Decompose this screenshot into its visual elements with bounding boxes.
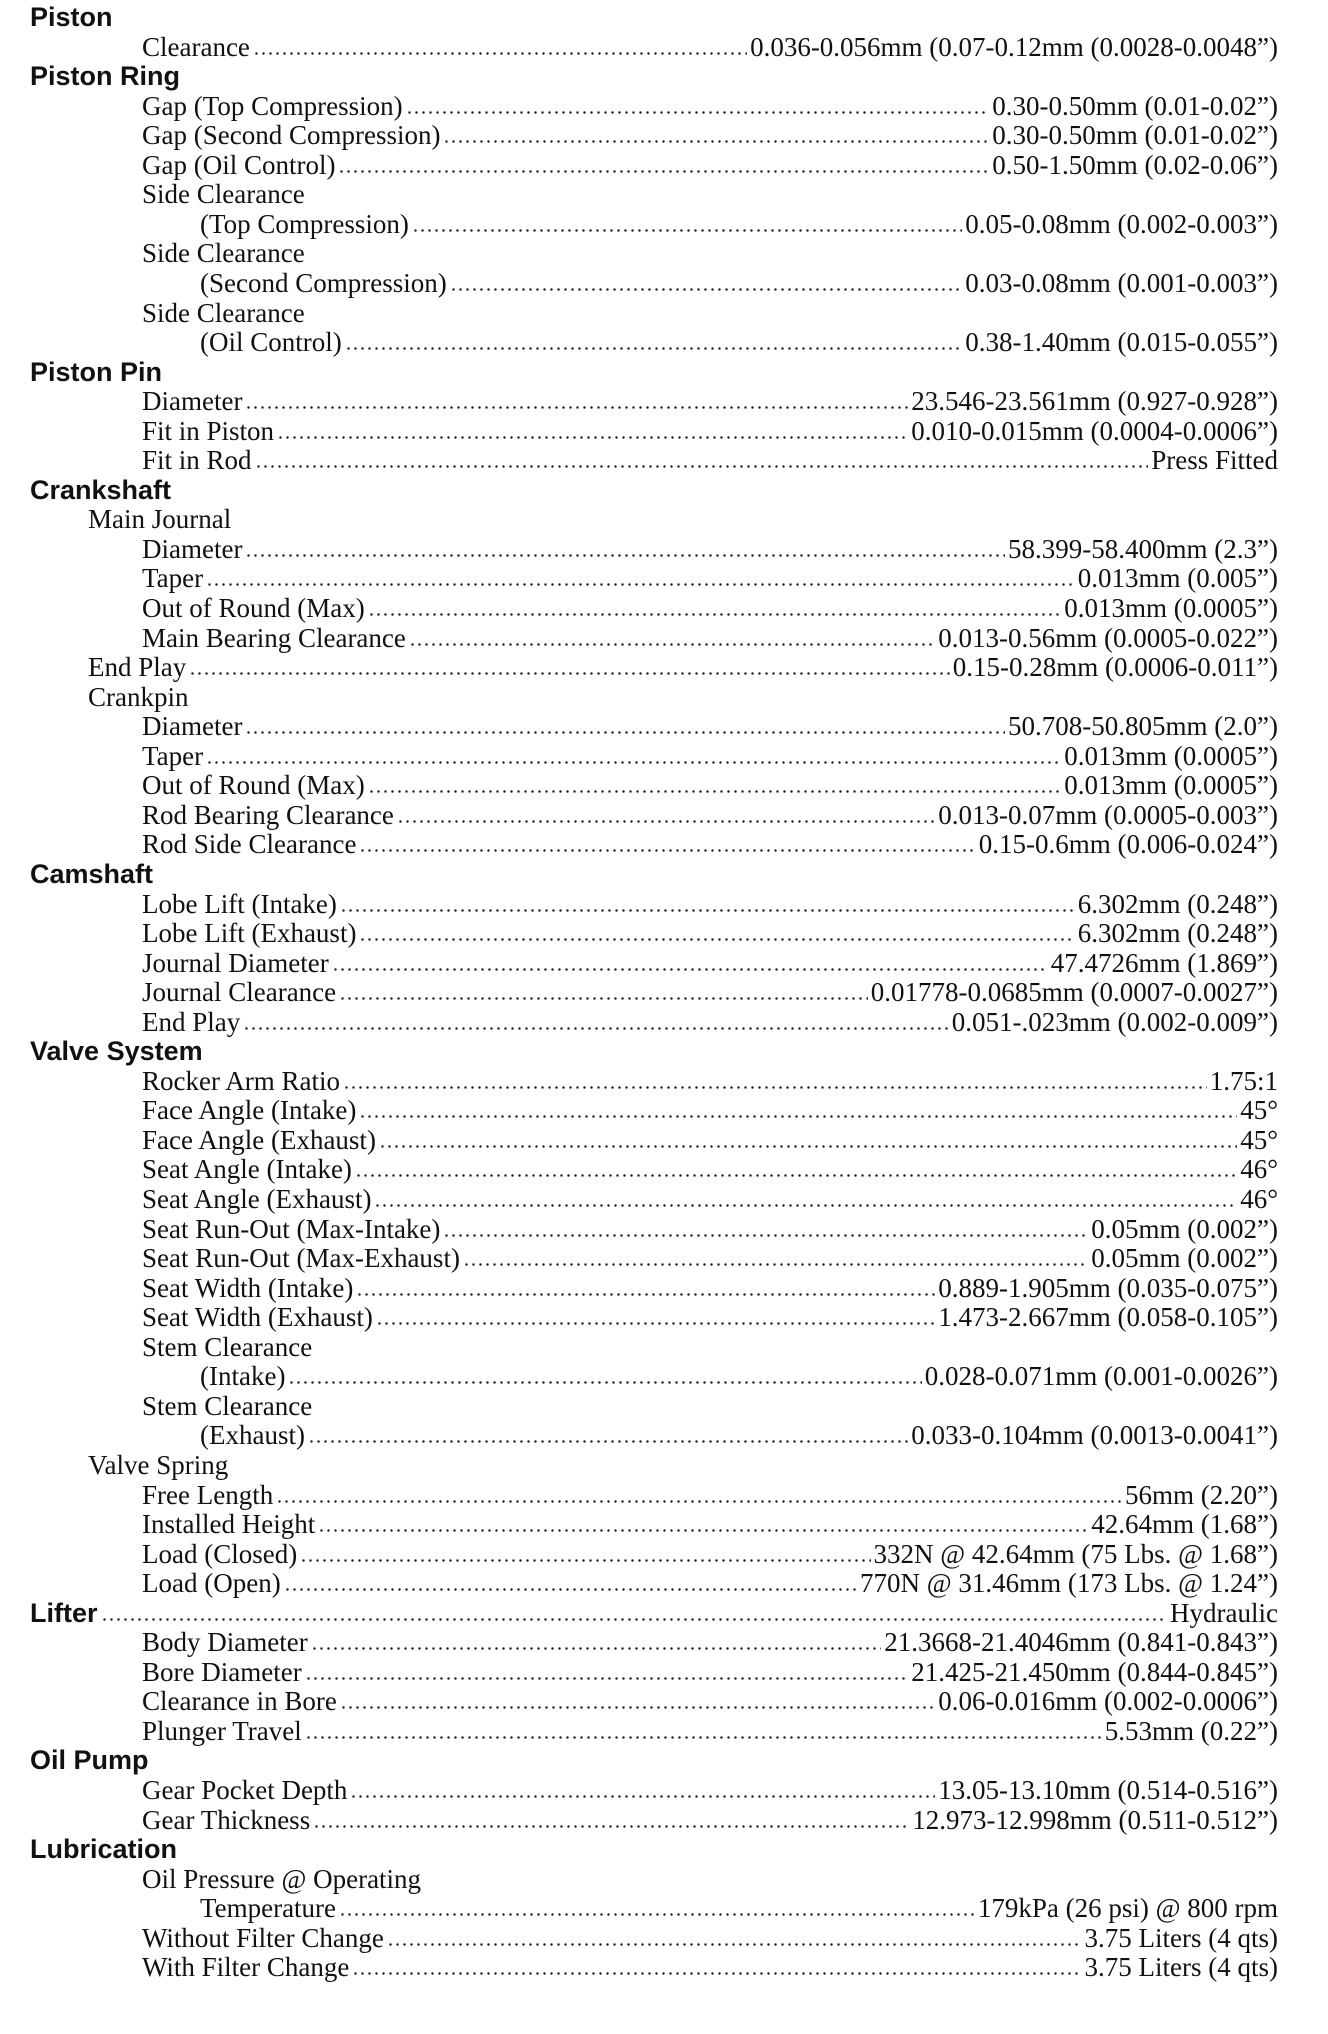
dot-leader: [253, 52, 747, 55]
spec-label: Lobe Lift (Intake): [142, 888, 337, 919]
spec-label: Face Angle (Exhaust): [142, 1124, 376, 1155]
spec-value: 47.4726mm (1.869”): [1050, 947, 1278, 978]
dot-leader: [284, 1588, 857, 1591]
spec-label: Taper: [142, 563, 204, 594]
spec-label: Without Filter Change: [142, 1922, 384, 1953]
spec-row: [200, 1893, 1278, 1923]
section-heading-lubrication: Lubrication: [30, 1834, 177, 1865]
spec-row: [142, 1686, 1278, 1716]
spec-row: [142, 1805, 1278, 1835]
spec-row: [142, 1539, 1278, 1569]
spec-row: [200, 268, 1278, 298]
spec-value: 0.05-0.08mm (0.002-0.003”): [965, 208, 1278, 239]
spec-value: 0.50-1.50mm (0.02-0.06”): [992, 149, 1278, 180]
spec-row: [142, 1007, 1278, 1037]
spec-label: Diameter: [142, 533, 243, 564]
spec-label: Seat Run-Out (Max-Exhaust): [142, 1243, 460, 1274]
spec-value: 0.013mm (0.0005”): [1064, 593, 1278, 623]
spec-row: [142, 1066, 1278, 1096]
spec-value: 3.75 Liters (4 qts): [1084, 1952, 1278, 1983]
spec-label: Rod Side Clearance: [142, 829, 357, 860]
spec-label: Gap (Top Compression): [142, 90, 403, 121]
subheading-stem-clearance: Stem Clearance: [142, 1331, 313, 1362]
spec-value: 0.30-0.50mm (0.01-0.02”): [992, 120, 1278, 151]
spec-value: 23.546-23.561mm (0.927-0.928”): [911, 386, 1278, 417]
dot-leader: [338, 170, 989, 173]
spec-value: 0.010-0.015mm (0.0004-0.0006”): [911, 415, 1278, 446]
spec-label: Out of Round (Max): [142, 770, 365, 801]
dot-leader: [343, 1086, 1207, 1089]
dot-leader: [255, 465, 1149, 468]
spec-value: 0.01778-0.0685mm (0.0007-0.0027”): [870, 977, 1278, 1008]
subheading-stem-clearance: Stem Clearance: [142, 1390, 313, 1421]
spec-value: 45°: [1240, 1095, 1278, 1126]
spec-value: 770N @ 31.46mm (173 Lbs. @ 1.24”): [860, 1568, 1278, 1599]
dot-leader: [359, 938, 1074, 941]
spec-label: Gap (Oil Control): [142, 149, 336, 180]
spec-value: Hydraulic: [1170, 1597, 1278, 1628]
dot-leader: [305, 1677, 909, 1680]
spec-value: 46°: [1240, 1184, 1278, 1214]
spec-row: [142, 1657, 1278, 1687]
dot-leader: [406, 111, 990, 114]
dot-leader: [345, 347, 963, 350]
spec-value: 1.75:1: [1209, 1065, 1278, 1096]
spec-value: 0.30-0.50mm (0.01-0.02”): [992, 90, 1278, 121]
spec-label: Taper: [142, 740, 204, 771]
dot-leader: [311, 1647, 882, 1650]
dot-leader: [356, 1293, 935, 1296]
dot-leader: [206, 583, 1075, 586]
dot-leader: [288, 1381, 921, 1384]
spec-value: 0.028-0.071mm (0.001-0.0026”): [924, 1361, 1278, 1392]
spec-row: [142, 445, 1278, 475]
spec-row: [200, 1361, 1278, 1391]
spec-label: Plunger Travel: [142, 1715, 302, 1746]
dot-leader: [376, 1322, 935, 1325]
spec-label: Gear Pocket Depth: [142, 1775, 348, 1805]
spec-row: [142, 386, 1278, 416]
spec-row: [142, 1273, 1278, 1303]
spec-label: (Exhaust): [200, 1420, 305, 1451]
spec-row: [142, 593, 1278, 623]
spec-row: [88, 652, 1278, 682]
spec-row: [142, 1952, 1278, 1982]
dot-leader: [332, 968, 1048, 971]
subheading-valve-spring: Valve Spring: [88, 1449, 229, 1480]
spec-value: 0.036-0.056mm (0.07-0.12mm (0.0028-0.0048”): [750, 31, 1278, 62]
spec-row: [142, 1154, 1278, 1184]
spec-label: Journal Clearance: [142, 977, 337, 1008]
dot-leader: [387, 1943, 1082, 1946]
spec-value: 21.425-21.450mm (0.844-0.845”): [911, 1656, 1278, 1687]
dot-leader: [443, 1234, 1088, 1237]
spec-value: 5.53mm (0.22”): [1104, 1715, 1278, 1746]
spec-value: 0.06-0.016mm (0.002-0.0006”): [938, 1686, 1278, 1717]
spec-row: [142, 1125, 1278, 1155]
spec-row: [142, 150, 1278, 180]
spec-row: [142, 534, 1278, 564]
dot-leader: [359, 849, 975, 852]
spec-label: Fit in Rod: [142, 445, 252, 476]
spec-value: 179kPa (26 psi) @ 800 rpm: [977, 1893, 1278, 1924]
dot-leader: [300, 1559, 870, 1562]
spec-label: Lobe Lift (Exhaust): [142, 918, 357, 949]
spec-label: Main Bearing Clearance: [142, 622, 406, 653]
spec-value: 0.013mm (0.0005”): [1064, 740, 1278, 771]
spec-label: Journal Diameter: [142, 947, 329, 978]
spec-row: [142, 711, 1278, 741]
spec-label: (Second Compression): [200, 267, 447, 298]
spec-value: 1.473-2.667mm (0.058-0.105”): [938, 1302, 1278, 1333]
subheading-main-journal: Main Journal: [88, 504, 232, 535]
spec-label: Rocker Arm Ratio: [142, 1065, 340, 1096]
dot-leader: [368, 613, 1062, 616]
subheading-crankpin: Crankpin: [88, 681, 189, 712]
dot-leader: [340, 909, 1075, 912]
spec-label: End Play: [142, 1006, 241, 1037]
spec-row: [142, 1568, 1278, 1598]
section-heading-valve-system: Valve System: [30, 1036, 203, 1067]
spec-row: [142, 1184, 1278, 1214]
spec-value: Press Fitted: [1151, 445, 1278, 476]
dot-leader: [397, 820, 935, 823]
dot-leader: [350, 1795, 935, 1798]
dot-leader: [412, 229, 962, 232]
spec-label: Diameter: [142, 711, 243, 742]
spec-label: End Play: [88, 652, 187, 683]
spec-row: [142, 91, 1278, 121]
spec-label: Rod Bearing Clearance: [142, 799, 394, 830]
spec-label: Gear Thickness: [142, 1804, 311, 1835]
spec-value: 46°: [1240, 1154, 1278, 1185]
subheading-side-clearance: Side Clearance: [142, 179, 305, 210]
dot-leader: [276, 1500, 1122, 1503]
spec-value: 50.708-50.805mm (2.0”): [1008, 711, 1278, 742]
dot-leader: [374, 1204, 1237, 1207]
section-heading-lifter: [30, 1598, 1278, 1628]
dot-leader: [355, 1174, 1237, 1177]
spec-row: [142, 918, 1278, 948]
spec-row: [142, 977, 1278, 1007]
dot-leader: [379, 1145, 1237, 1148]
section-heading-crankshaft: Crankshaft: [30, 474, 172, 505]
spec-label: Load (Open): [142, 1568, 281, 1599]
spec-label: Body Diameter: [142, 1627, 308, 1658]
spec-label: Clearance in Bore: [142, 1686, 337, 1717]
dot-leader: [245, 406, 908, 409]
spec-value: 12.973-12.998mm (0.511-0.512”): [912, 1804, 1278, 1835]
spec-row: [142, 1302, 1278, 1332]
spec-row: [142, 1775, 1278, 1805]
subheading-oil-pressure-operating: Oil Pressure @ Operating: [142, 1863, 422, 1894]
spec-label: (Oil Control): [200, 327, 342, 358]
spec-value: 332N @ 42.64mm (75 Lbs. @ 1.68”): [873, 1538, 1278, 1569]
spec-value: 3.75 Liters (4 qts): [1084, 1922, 1278, 1953]
section-heading-camshaft: Camshaft: [30, 858, 154, 889]
spec-label: Seat Width (Intake): [142, 1272, 354, 1303]
spec-value: 0.05mm (0.002”): [1091, 1213, 1278, 1244]
dot-leader: [339, 997, 868, 1000]
spec-label: Bore Diameter: [142, 1656, 302, 1687]
dot-leader: [189, 672, 950, 675]
spec-label: Gap (Second Compression): [142, 120, 441, 151]
spec-row: [142, 1243, 1278, 1273]
dot-leader: [409, 643, 935, 646]
spec-row: [142, 32, 1278, 62]
spec-label: Diameter: [142, 386, 243, 417]
spec-row: [142, 889, 1278, 919]
spec-row: [142, 770, 1278, 800]
dot-leader: [359, 1115, 1237, 1118]
spec-row: [142, 948, 1278, 978]
spec-value: 0.051-.023mm (0.002-0.009”): [951, 1006, 1278, 1037]
dot-leader: [463, 1263, 1088, 1266]
spec-label: Load (Closed): [142, 1538, 298, 1569]
dot-leader: [243, 1027, 949, 1030]
section-heading-oil-pump: Oil Pump: [30, 1745, 149, 1776]
dot-leader: [245, 554, 1005, 557]
spec-row: [200, 1420, 1278, 1450]
spec-row: [142, 120, 1278, 150]
dot-leader: [339, 1913, 975, 1916]
spec-row: [200, 327, 1278, 357]
spec-label: Seat Angle (Exhaust): [142, 1184, 372, 1214]
spec-value: 0.013-0.07mm (0.0005-0.003”): [938, 799, 1278, 830]
dot-leader: [305, 1736, 1102, 1739]
spec-row: [142, 741, 1278, 771]
spec-label: Temperature: [200, 1893, 337, 1924]
spec-label: Face Angle (Intake): [142, 1095, 357, 1126]
spec-value: 58.399-58.400mm (2.3”): [1008, 533, 1278, 564]
spec-value: 42.64mm (1.68”): [1091, 1509, 1278, 1540]
spec-value: 0.013-0.56mm (0.0005-0.022”): [938, 622, 1278, 653]
dot-leader: [277, 436, 908, 439]
dot-leader: [450, 288, 963, 291]
spec-label: Seat Run-Out (Max-Intake): [142, 1213, 441, 1244]
dot-leader: [308, 1440, 908, 1443]
spec-row: [200, 209, 1278, 239]
spec-row: [142, 1923, 1278, 1953]
dot-leader: [313, 1825, 909, 1828]
dot-leader: [443, 140, 989, 143]
spec-row: [142, 1214, 1278, 1244]
spec-value: 45°: [1240, 1124, 1278, 1155]
spec-value: 0.03-0.08mm (0.001-0.003”): [965, 267, 1278, 298]
spec-label: Seat Angle (Intake): [142, 1154, 352, 1185]
spec-row: [142, 800, 1278, 830]
dot-leader: [245, 731, 1005, 734]
dot-leader: [340, 1706, 935, 1709]
dot-leader: [101, 1618, 1168, 1621]
spec-label: Free Length: [142, 1479, 274, 1510]
spec-row: [142, 1095, 1278, 1125]
spec-value: 21.3668-21.4046mm (0.841-0.843”): [884, 1627, 1278, 1658]
dot-leader: [318, 1529, 1088, 1532]
section-heading-piston-pin: Piston Pin: [30, 356, 163, 387]
spec-value: 56mm (2.20”): [1125, 1479, 1278, 1510]
spec-row: [142, 1716, 1278, 1746]
spec-value: 13.05-13.10mm (0.514-0.516”): [938, 1775, 1278, 1805]
spec-row: [142, 623, 1278, 653]
spec-value: 0.15-0.28mm (0.0006-0.011”): [952, 652, 1278, 683]
spec-value: 6.302mm (0.248”): [1077, 918, 1278, 949]
section-heading-piston: Piston: [30, 2, 113, 32]
spec-label: Seat Width (Exhaust): [142, 1302, 373, 1333]
spec-row: [142, 563, 1278, 593]
spec-label: (Top Compression): [200, 208, 409, 239]
subheading-side-clearance: Side Clearance: [142, 238, 305, 269]
spec-value: 0.38-1.40mm (0.015-0.055”): [965, 327, 1278, 358]
spec-label: (Intake): [200, 1361, 286, 1392]
spec-value: 0.013mm (0.005”): [1077, 563, 1278, 594]
spec-label: Installed Height: [142, 1509, 316, 1540]
section-heading-piston-ring: Piston Ring: [30, 61, 180, 92]
spec-value: 0.15-0.6mm (0.006-0.024”): [978, 829, 1278, 860]
dot-leader: [206, 761, 1061, 764]
dot-leader: [352, 1972, 1081, 1975]
spec-row: [142, 416, 1278, 446]
spec-label: Fit in Piston: [142, 415, 275, 446]
spec-row: [142, 1627, 1278, 1657]
spec-label: Clearance: [142, 31, 250, 62]
spec-label: Lifter: [30, 1597, 98, 1628]
spec-label: Out of Round (Max): [142, 593, 365, 623]
subheading-side-clearance: Side Clearance: [142, 297, 305, 328]
spec-value: 0.05mm (0.002”): [1091, 1243, 1278, 1274]
spec-row: [142, 1480, 1278, 1510]
spec-row: [142, 1509, 1278, 1539]
spec-value: 0.889-1.905mm (0.035-0.075”): [938, 1272, 1278, 1303]
spec-label: With Filter Change: [142, 1952, 350, 1983]
spec-value: 0.033-0.104mm (0.0013-0.0041”): [911, 1420, 1278, 1451]
spec-row: [142, 829, 1278, 859]
spec-value: 0.013mm (0.0005”): [1064, 770, 1278, 801]
dot-leader: [368, 790, 1062, 793]
spec-value: 6.302mm (0.248”): [1077, 888, 1278, 919]
